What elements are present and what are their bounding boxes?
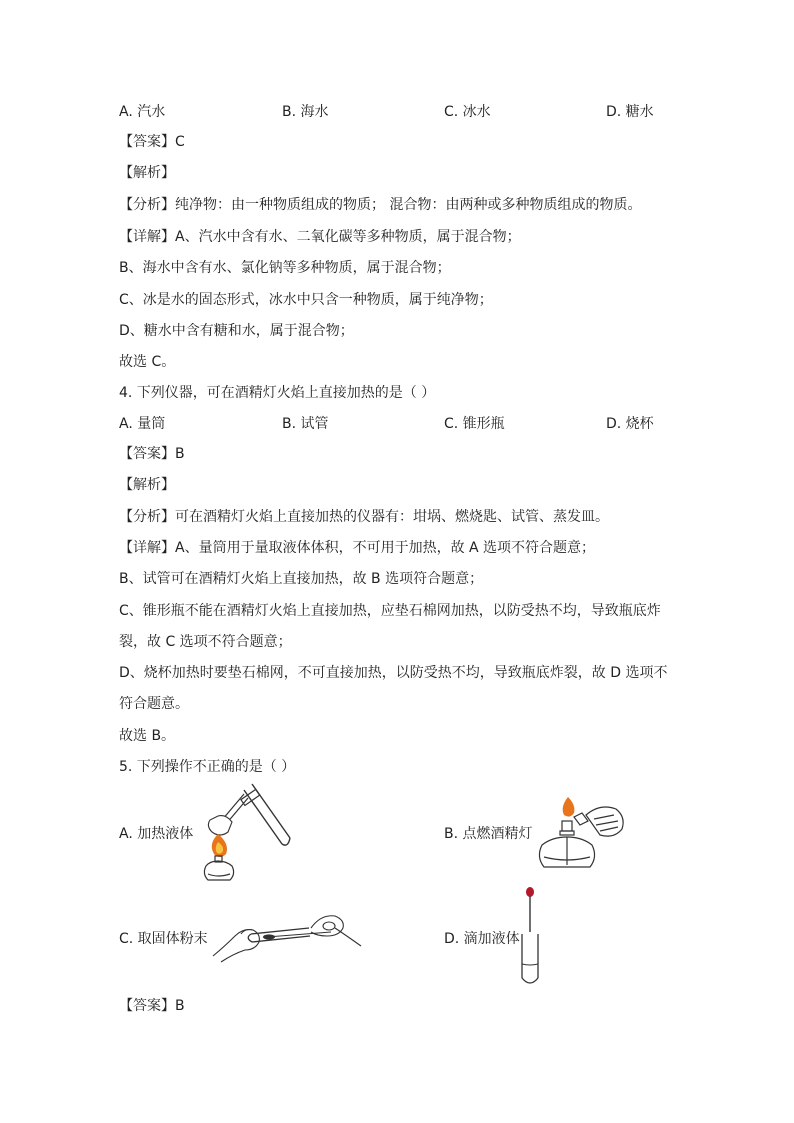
q4-detail-line: 【详解】A、量筒用于量取液体体积，不可用于加热，故 A 选项不符合题意； — [119, 540, 596, 556]
q3-option-b: B. 海水 — [282, 104, 329, 120]
q3-detail-line: D、糖水中含有糖和水，属于混合物； — [119, 323, 354, 339]
solid-powder-illustration — [211, 906, 366, 966]
q3-detail-line: C、冰是水的固态形式，冰水中只含一种物质，属于纯净物； — [119, 292, 493, 308]
q4-analysis-header: 【解析】 — [119, 477, 175, 493]
hand-icon — [208, 816, 232, 835]
q4-stem: 4. 下列仪器，可在酒精灯火焰上直接加热的是（ ） — [119, 385, 436, 401]
alcohol-lamp-icon — [204, 856, 233, 880]
q4-option-b: B. 试管 — [282, 416, 329, 432]
q5-stem: 5. 下列操作不正确的是（ ） — [119, 759, 296, 775]
q4-option-a: A. 量筒 — [119, 416, 166, 432]
q4-option-c: C. 锥形瓶 — [444, 416, 505, 432]
q3-option-c: C. 冰水 — [444, 104, 491, 120]
q4-option-d: D. 烧杯 — [606, 416, 654, 432]
q4-detail-line: 符合题意。 — [119, 696, 189, 712]
q5-option-c-label: C. 取固体粉末 — [119, 931, 208, 947]
q5-option-b-label: B. 点燃酒精灯 — [444, 826, 533, 842]
q4-detail-line: D、烧杯加热时要垫石棉网，不可直接加热，以防受热不均，导致瓶底炸裂，故 D 选项不 — [119, 665, 668, 681]
q3-answer: 【答案】C — [119, 134, 185, 150]
dropping-liquid-illustration — [518, 886, 542, 988]
q4-detail-line: B、试管可在酒精灯火焰上直接加热，故 B 选项符合题意； — [119, 571, 484, 587]
tilted-alcohol-lamp-icon — [574, 807, 623, 836]
q4-fenxi: 【分析】可在酒精灯火焰上直接加热的仪器有：坩埚、燃烧匙、试管、蒸发皿。 — [119, 509, 609, 525]
q4-detail-line: C、锥形瓶不能在酒精灯火焰上直接加热，应垫石棉网加热，以防受热不均，导致瓶底炸 — [119, 603, 661, 619]
alcohol-lamp-icon — [539, 821, 594, 867]
q3-fenxi: 【分析】纯净物：由一种物质组成的物质； 混合物：由两种或多种物质组成的物质。 — [119, 197, 642, 213]
lighting-lamp-illustration — [530, 795, 635, 880]
q5-answer: 【答案】B — [119, 998, 185, 1014]
q3-analysis-header: 【解析】 — [119, 165, 175, 181]
q3-conclusion: 故选 C。 — [119, 354, 176, 370]
q4-detail-line: 裂，故 C 选项不符合题意； — [119, 634, 292, 650]
paper-trough-icon — [267, 932, 331, 937]
q4-answer: 【答案】B — [119, 446, 185, 462]
q5-option-d-label: D. 滴加液体 — [444, 931, 520, 947]
q5-option-a-label: A. 加热液体 — [119, 826, 194, 842]
q3-option-d: D. 糖水 — [606, 104, 654, 120]
q3-detail-line: 【详解】A、汽水中含有水、二氧化碳等多种物质，属于混合物； — [119, 229, 521, 245]
right-hand-icon — [311, 916, 361, 946]
test-tube-icon — [248, 928, 310, 942]
test-tube-icon — [522, 934, 538, 983]
flame-icon — [563, 797, 575, 817]
q4-conclusion: 故选 B。 — [119, 728, 176, 744]
q3-detail-line: B、海水中含有水、氯化钠等多种物质，属于混合物； — [119, 260, 451, 276]
heating-liquid-illustration — [196, 782, 296, 887]
q3-option-a: A. 汽水 — [119, 104, 166, 120]
dropper-bulb-icon — [526, 887, 534, 897]
